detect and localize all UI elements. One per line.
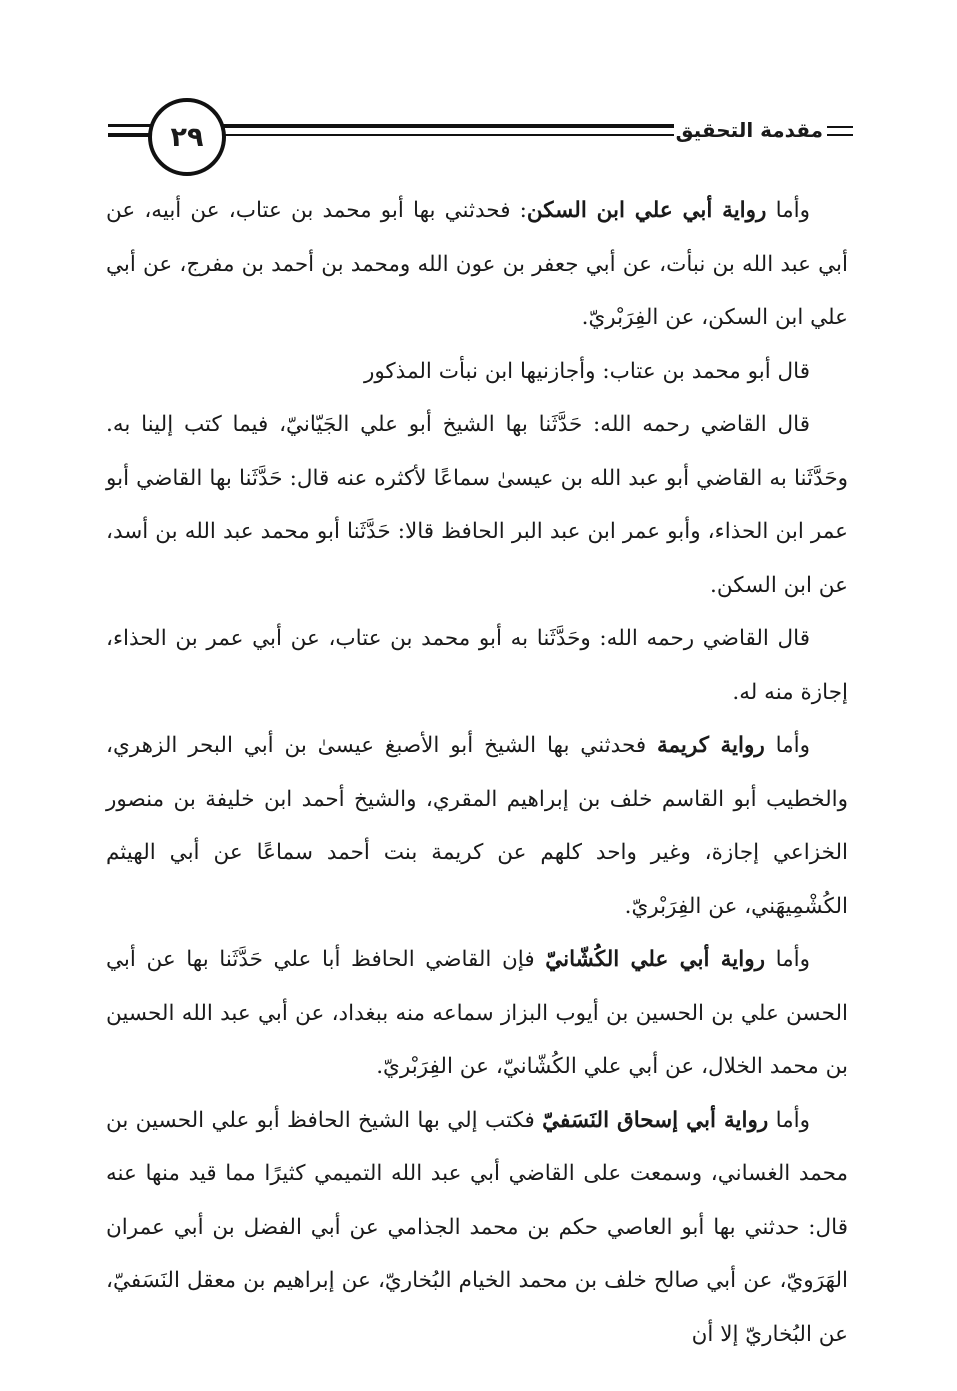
header-end-dash-top	[827, 126, 853, 128]
paragraph-qadi-jayyani: قال القاضي رحمه الله: حَدَّثَنا بها الشيخ أبو علي الجَيّانيّ، فيما كتب إلينا به. وحَدَّثَنا به القاضي أبو عبد الله بن عيسىٰ سماعًا لأكثره عنه قال: حَدَّثَنا بها القاضي أبو عمر ابن الحذاء، وأبو عمر ابن عبد البر الحافظ قالا: حَدَّثَنا أبو محمد عبد الله بن أسد، عن ابن السكن.	[106, 412, 848, 598]
header-rule-bottom	[220, 134, 674, 136]
paragraph-kushani: وأما رواية أبي علي الكُشّانيّ فإن القاضي الحافظ أبا علي حَدَّثَنا بها عن أبي الحسن علي بن الحسين بن أيوب البزاز سماعه منه ببغداد، عن أبي عبد الله الحسين بن محمد الخلال، عن أبي علي الكُشّانيّ، عن الفِرَبْريّ.	[106, 947, 848, 1079]
header-end-dash-bottom	[827, 134, 853, 136]
header-rule-top-left	[108, 124, 152, 127]
page-number: ٢٩	[148, 98, 226, 176]
bold-heading: رواية كريمة	[656, 733, 765, 758]
bold-heading: رواية أبي إسحاق النَسَفيّ	[542, 1107, 769, 1133]
header-rule-bottom-left	[108, 133, 152, 137]
header-rule-top	[220, 124, 674, 128]
body-text	[106, 184, 848, 1361]
paragraph-karima: وأما رواية كريمة فحدثني بها الشيخ أبو الأصبغ عيسىٰ بن أبي البحر الزهري، والخطيب أبو القاسم خلف بن إبراهيم المقري، والشيخ أحمد ابن خليفة بن منصور الخزاعي إجازة، وغير واحد كلهم عن كريمة بنت أحمد سماعًا عن أبي الهيثم الكُشْمِيهَني، عن الفِرَبْريّ.	[106, 733, 848, 919]
paragraph-ibn-al-sakan: وأما رواية أبي علي ابن السكن: فحدثني بها أبو محمد بن عتاب، عن أبيه، عن أبي عبد الله بن نبأت، عن أبي جعفر بن عون الله ومحمد بن أحمد بن مفرج، عن أبي علي ابن السكن، عن الفِرَبْريّ.	[106, 198, 848, 330]
running-title: مقدمة التحقيق	[675, 118, 823, 142]
bold-heading: رواية أبي علي الكُشّانيّ	[545, 947, 765, 972]
paragraph-qadi-ijaza: قال القاضي رحمه الله: وحَدَّثَنا به أبو محمد بن عتاب، عن أبي عمر بن الحذاء، إجازة منه له.	[106, 626, 848, 705]
paragraph-ibn-attab-note: قال أبو محمد بن عتاب: وأجازنيها ابن نبأت المذكور	[363, 358, 810, 384]
paragraph-nasafi: وأما رواية أبي إسحاق النَسَفيّ فكتب إلي بها الشيخ الحافظ أبو علي الحسين بن محمد الغساني، وسمعت على القاضي أبي عبد الله التميمي كثيرًا مما قيد منها عنه قال: حدثني بها أبو العاصي حكم بن محمد الجذامي عن أبي الفضل بن أبي عمران الهَرَويّ، عن أبي صالح خلف بن محمد الخيام البُخاريّ، عن إبراهيم بن معقل النَسَفيّ، عن البُخاريّ إلا أن	[106, 1107, 848, 1347]
page-header	[0, 0, 957, 200]
bold-heading: رواية أبي علي ابن السكن	[526, 198, 767, 223]
